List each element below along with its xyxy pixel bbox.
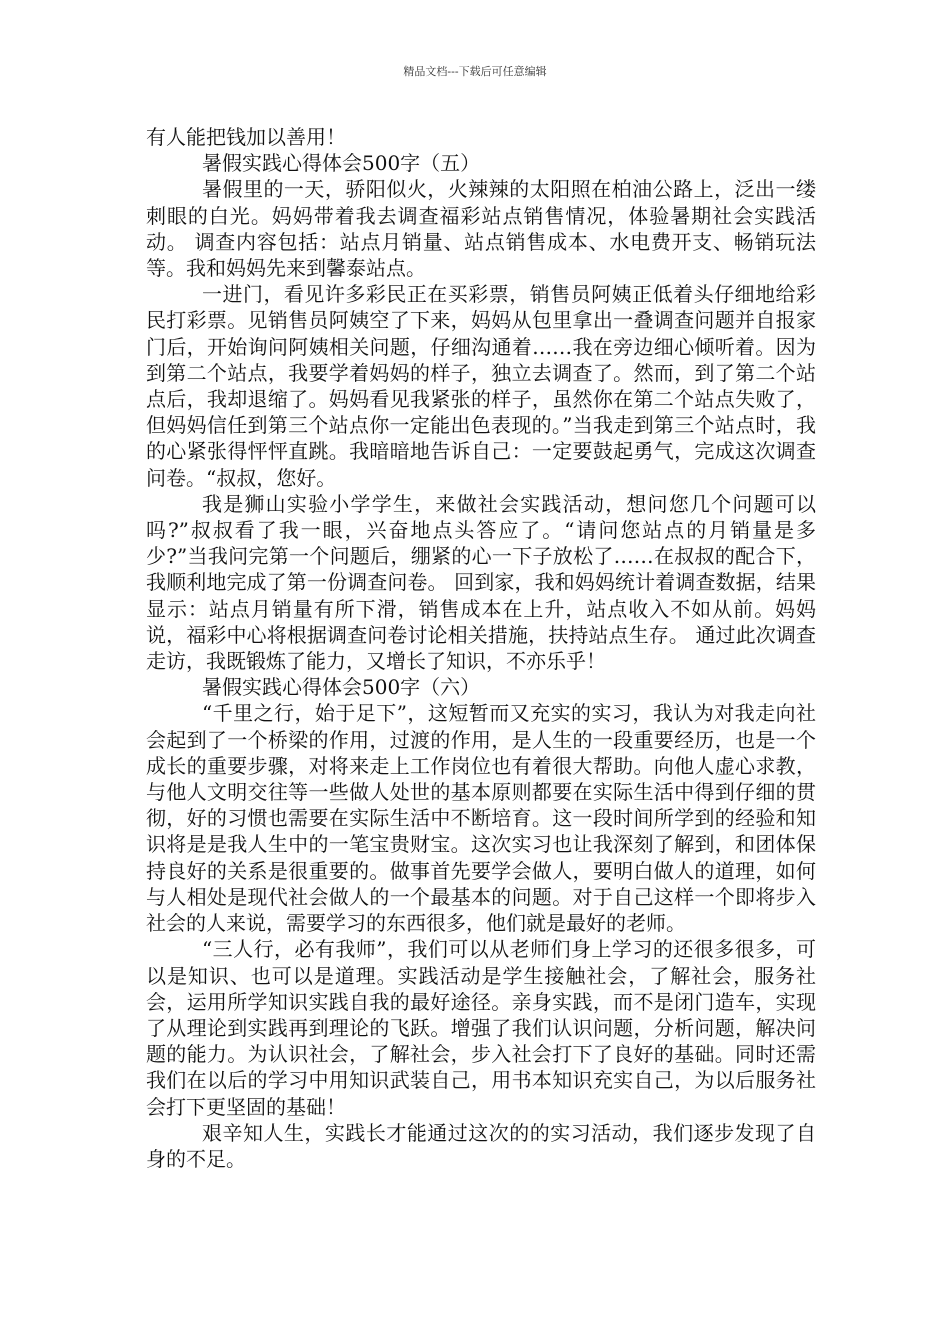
paragraph: 我是狮山实验小学学生，来做社会实践活动，想问您几个问题可以吗?”叔叔看了我一眼，兴奋地点头答应了。“请问您站点的月销量是多少?”当我问完第一个问题后，绷紧的心一下子放松了……在叔叔的配合下，我顺利地完成了第一份调查问卷。 回到家，我和妈妈统计着调查数据，结果显示：站点月销量有所下滑，销售成本在上升，站点收入不如从前。妈妈说，福彩中心将根据调查问卷讨论相关措施，扶持站点生存。 通过此次调查走访，我既锻炼了能力，又增长了知识，不亦乐乎！ xyxy=(146,491,816,674)
paragraph: 有人能把钱加以善用！ xyxy=(146,125,346,149)
paragraph: 艰辛知人生，实践长才能通过这次的的实习活动，我们逐步发现了自身的不足。 xyxy=(146,1120,816,1171)
paragraph: “千里之行，始于足下”，这短暂而又充实的实习，我认为对我走向社会起到了一个桥梁的作用，过渡的作用，是人生的一段重要经历，也是一个成长的重要步骤，对将来走上工作岗位也有着很大帮助。向他人虚心求教，与他人文明交往等一些做人处世的基本原则都要在实际生活中得到仔细的贯彻，好的习惯也需要在实际生活中不断培育。这一段时间所学到的经验和知识将是是我人生中的一笔宝贵财宝。这次实习也让我深刻了解到，和团体保持良好的关系是很重要的。做事首先要学会做人，要明白做人的道理，如何与人相处是现代社会做人的一个最基本的问题。对于自己这样一个即将步入社会的人来说，需要学习的东西很多，他们就是最好的老师。 xyxy=(146,701,816,936)
section-heading: 暑假实践心得体会500字（五） xyxy=(202,151,481,176)
paragraph: “三人行，必有我师”，我们可以从老师们身上学习的还很多很多，可以是知识、也可以是道理。实践活动是学生接触社会，了解社会，服务社会，运用所学知识实践自我的最好途径。亲身实践，而不是闭门造车，实现了从理论到实践再到理论的飞跃。增强了我们认识问题，分析问题，解决问题的能力。为认识社会，了解社会，步入社会打下了良好的基础。同时还需我们在以后的学习中用知识武装自己，用书本知识充实自己，为以后服务社会打下更坚固的基础！ xyxy=(146,937,816,1119)
page-header: 精品文档---下载后可任意编辑 xyxy=(403,65,547,78)
paragraph: 一进门，看见许多彩民正在买彩票，销售员阿姨正低着头仔细地给彩民打彩票。见销售员阿姨空了下来，妈妈从包里拿出一叠调查问题并自报家门后，开始询问阿姨相关问题，仔细沟通着……我在旁边细心倾听着。因为到第二个站点，我要学着妈妈的样子，独立去调查了。然而，到了第二个站点后，我却退缩了。妈妈看见我紧张的样子，虽然你在第二个站点失败了，但妈妈信任到第三个站点你一定能出色表现的。”当我走到第三个站点时，我的心紧张得怦怦直跳。我暗暗地告诉自己：一定要鼓起勇气，完成这次调查问卷。“叔叔，您好。 xyxy=(146,282,816,490)
paragraph: 暑假里的一天，骄阳似火，火辣辣的太阳照在柏油公路上，泛出一缕刺眼的白光。妈妈带着我去调查福彩站点销售情况，体验暑期社会实践活动。 调查内容包括：站点月销量、站点销售成本、水电费开支、畅销玩法等。我和妈妈先来到馨泰站点。 xyxy=(146,177,816,281)
section-heading: 暑假实践心得体会500字（六） xyxy=(202,675,481,700)
document-body xyxy=(146,124,816,1172)
